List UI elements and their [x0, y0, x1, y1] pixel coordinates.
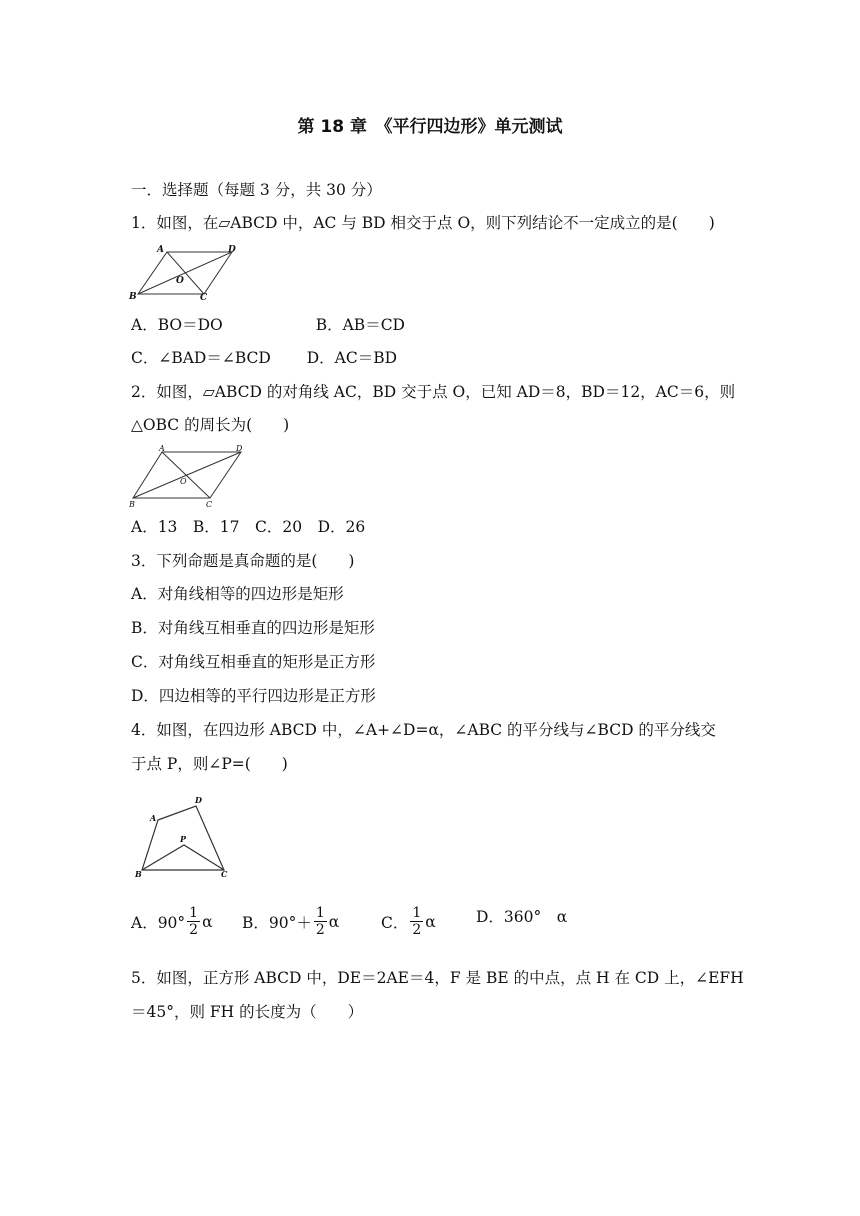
question-5-text-1: 5．如图，正方形 ABCD 中，DE＝2AE＝4，F 是 BE 的中点，点 H 在 CD 上，∠EFH [131, 969, 744, 987]
question-3-option-d: D．四边相等的平行四边形是正方形 [131, 687, 376, 705]
question-4-text-1: 4．如图，在四边形 ABCD 中，∠A+∠D=α，∠ABC 的平分线与∠BCD 的平分线交 [131, 721, 716, 739]
question-4-option-a: A．90° $\frac{1}{2}$ α [131, 905, 213, 938]
q2-label-c: C [206, 500, 213, 509]
q4-label-c: C [221, 869, 228, 879]
q4-label-p: P [180, 834, 187, 844]
question-1-text: 1．如图，在▱ABCD 中，AC 与 BD 相交于点 O，则下列结论不一定成立的是( ) [131, 214, 715, 232]
question-4-text-2: 于点 P，则∠P=( ) [131, 755, 288, 773]
question-3-option-c: C．对角线互相垂直的矩形是正方形 [131, 653, 376, 671]
fraction: $\frac{1}{2}$ [412, 905, 422, 938]
question-4-option-c: C． $\frac{1}{2}$ α [381, 905, 436, 938]
q2-label-d: D [236, 444, 243, 453]
q1-label-b: B [129, 292, 137, 302]
q1-label-c: C [200, 293, 208, 303]
page-title: 第 18 章 《平行四边形》单元测试 [297, 117, 563, 137]
fraction: $\frac{1}{2}$ [189, 905, 199, 938]
q1-label-a: A [157, 245, 164, 255]
question-2-text-2: △OBC 的周长为( ) [131, 416, 290, 434]
question-1-options-1: A．BO＝DO B．AB＝CD [131, 316, 405, 334]
q2-label-o: O [180, 477, 187, 486]
question-3-text: 3．下列命题是真命题的是( ) [131, 552, 355, 570]
section-heading: 一．选择题（每题 3 分，共 30 分） [131, 181, 382, 199]
q2-label-b: B [129, 500, 135, 509]
q1-label-d: D [228, 245, 236, 255]
question-1-figure [128, 242, 238, 304]
q4-label-b: B [135, 869, 142, 879]
q2-label-a: A [159, 444, 165, 453]
question-4-option-b: B．90°＋ $\frac{1}{2}$ α [242, 905, 340, 938]
question-3-option-b: B．对角线互相垂直的四边形是矩形 [131, 619, 375, 637]
q1-label-o: O [176, 276, 184, 286]
question-2-figure [128, 444, 246, 510]
question-1-options-2: C．∠BAD＝∠BCD D．AC＝BD [131, 349, 398, 367]
question-4-option-d: D．360° α [476, 908, 568, 926]
question-5-text-2: ＝45°，则 FH 的长度为（ ） [131, 1003, 364, 1021]
fraction: $\frac{1}{2}$ [315, 905, 325, 938]
question-2-options: A．13 B．17 C．20 D．26 [131, 518, 366, 536]
question-4-figure [132, 792, 236, 880]
q4-label-d: D [195, 795, 202, 805]
question-3-option-a: A．对角线相等的四边形是矩形 [131, 585, 344, 603]
q4-label-a: A [150, 813, 157, 823]
question-2-text-1: 2．如图，▱ABCD 的对角线 AC，BD 交于点 O，已知 AD＝8，BD＝12，AC＝6，则 [131, 383, 736, 401]
